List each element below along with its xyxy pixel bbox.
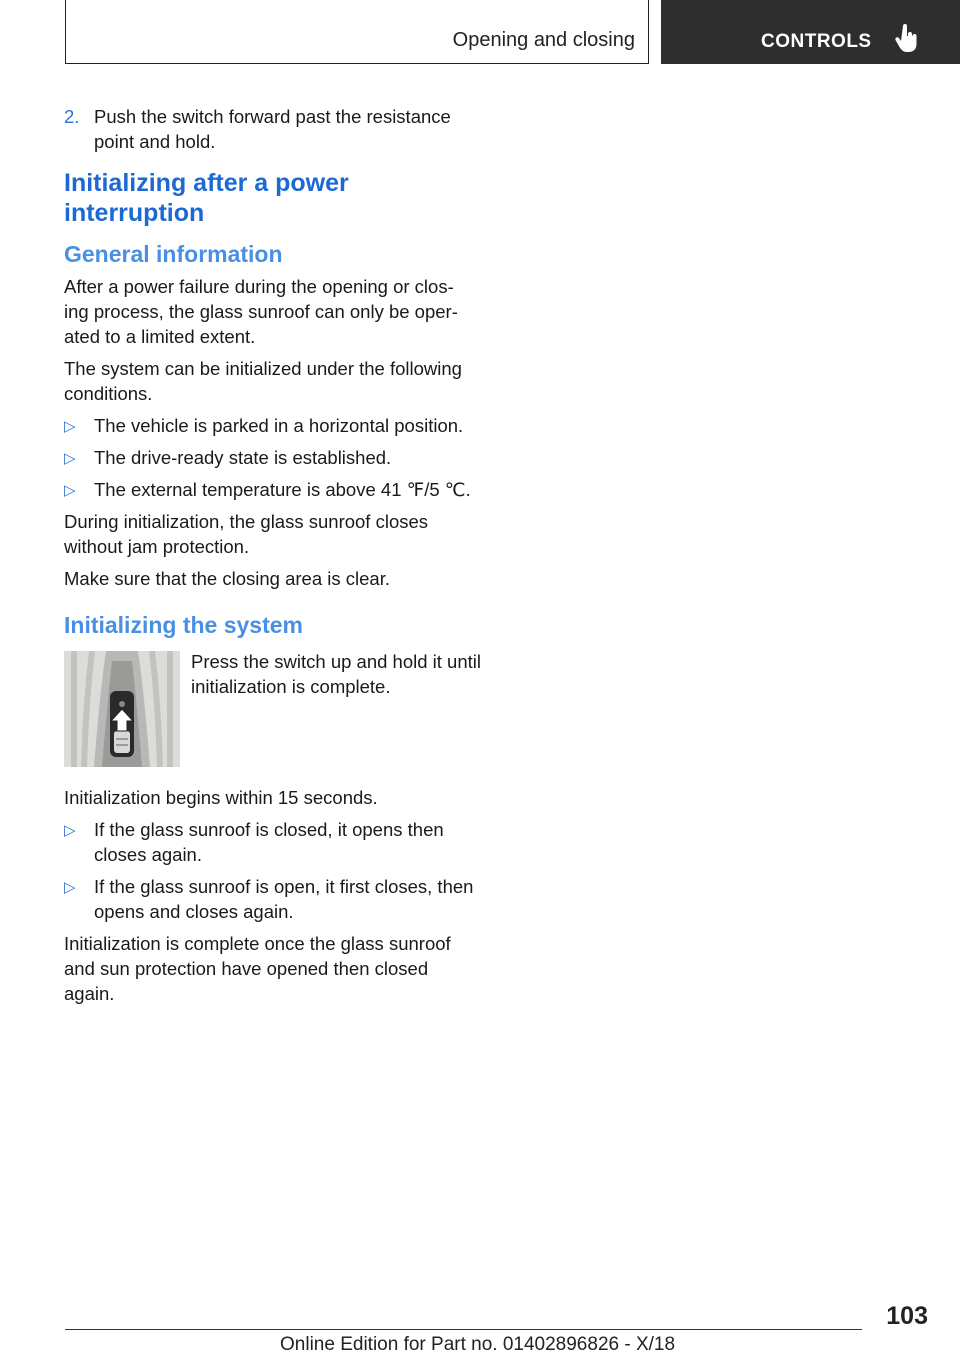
sunroof-switch-illustration: [64, 651, 180, 767]
paragraph: Initialization is complete once the glass sunroof and sun protection have opened then closed again.: [64, 933, 451, 1004]
list-item: [64, 445, 478, 470]
list-item: [64, 477, 478, 502]
figure-caption: Press the switch up and hold it until initialization is complete.: [191, 651, 481, 697]
chapter-title: CONTROLS: [761, 31, 872, 52]
step-text: Push the switch forward past the resistance point and hold.: [94, 106, 451, 152]
page-number: 103: [886, 1302, 928, 1330]
heading-general-information: General information: [64, 241, 283, 267]
list-item: [64, 874, 478, 924]
list-item-text: If the glass sunroof is closed, it opens then closes again.: [94, 819, 444, 865]
pointing-hand-icon: [895, 24, 919, 54]
step-2: [64, 104, 478, 154]
paragraph: After a power failure during the opening or clos-ing process, the glass sunroof can only be oper-ated to a limited extent.: [64, 276, 458, 347]
list-item-text: The vehicle is parked in a horizontal position.: [94, 415, 464, 436]
footer-edition: Online Edition for Part no. 01402896826 - X/18: [280, 1334, 676, 1355]
list-item: [64, 413, 478, 438]
list-item-text: The drive-ready state is established.: [94, 447, 392, 468]
triangle-bullet-icon: ▷: [64, 482, 76, 499]
heading-initializing-the-system: Initializing the system: [64, 612, 303, 638]
step-number: 2.: [64, 106, 80, 127]
triangle-bullet-icon: ▷: [64, 879, 76, 896]
paragraph: Initialization begins within 15 seconds.: [64, 787, 378, 808]
triangle-bullet-icon: ▷: [64, 450, 76, 467]
paragraph: During initialization, the glass sunroof closes without jam protection.: [64, 511, 429, 557]
page-content: [64, 104, 481, 1013]
chapter-tab[interactable]: [661, 0, 960, 64]
section-title: Opening and closing: [452, 29, 635, 51]
paragraph: Make sure that the closing area is clear.: [64, 568, 390, 589]
footer-divider: [65, 1329, 862, 1330]
triangle-bullet-icon: ▷: [64, 822, 76, 839]
heading-initializing-after-power-interruption: Initializing after a power interruption: [64, 169, 349, 227]
figure-block: [64, 649, 481, 765]
list-item-text: The external temperature is above 41 ℉/5 ℃.: [94, 479, 471, 500]
list-item: [64, 817, 478, 867]
paragraph: The system can be initialized under the following conditions.: [64, 358, 462, 404]
triangle-bullet-icon: ▷: [64, 418, 76, 435]
list-item-text: If the glass sunroof is open, it first closes, then opens and closes again.: [94, 876, 474, 922]
